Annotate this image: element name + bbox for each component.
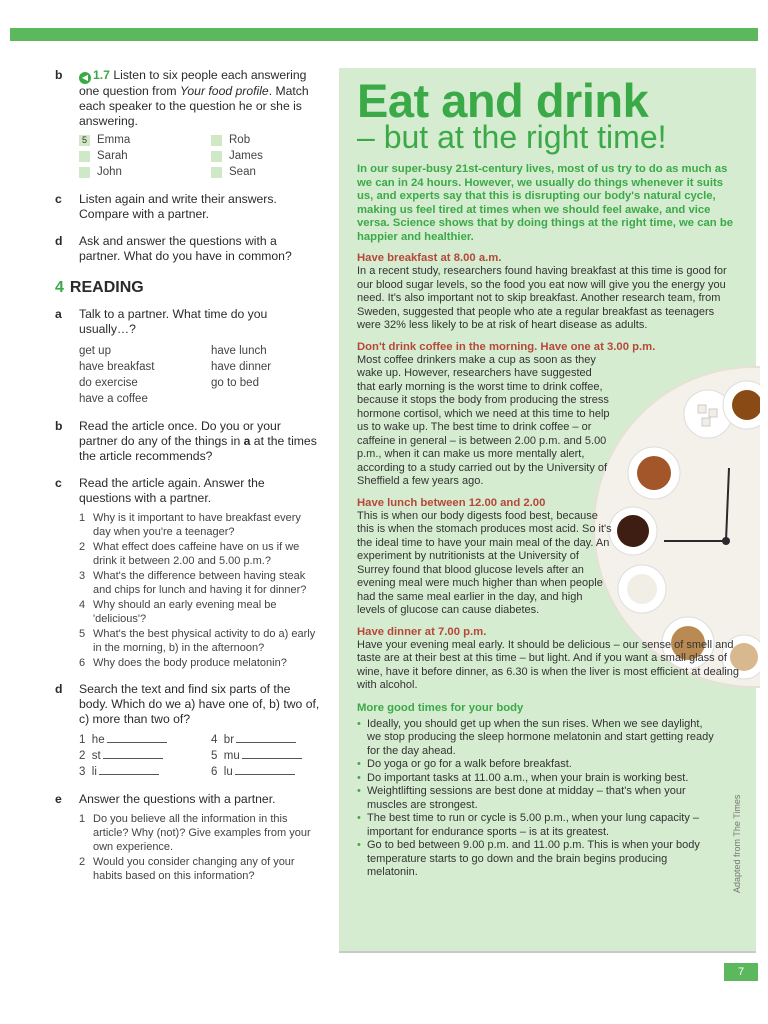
exercise-d (55, 234, 320, 264)
reading-b (55, 419, 320, 464)
article-intro: In our super-busy 21st-century lives, most of us try to do as much as we can in 24 hours. However, we usually do things whenever it suits us, and experts say that this is disrupting our body's natural cycle, making us feel tired at times when we should feel awake, and vice versa. Science shows that by doing things at the right time, we can be happier and healthier. (357, 163, 734, 243)
question-number: 2 (79, 541, 86, 553)
question-number: 4 (79, 599, 86, 611)
activity-item: have a coffee (79, 393, 148, 405)
blank-stem: br (223, 734, 235, 746)
question-text: What's the difference between having steak and chips for lunch and having it for dinner? (93, 570, 307, 596)
blank-line[interactable] (107, 732, 167, 743)
question-list (79, 812, 320, 883)
question-item (79, 511, 320, 539)
word-blanks (79, 732, 320, 780)
question-item (79, 598, 320, 626)
blank-number: 2 (79, 750, 86, 762)
exercise-text-italic: Your food profile (179, 84, 269, 98)
speaker-checkbox[interactable] (211, 133, 331, 148)
section-heading-breakfast: Have breakfast at 8.00 a.m. (357, 252, 502, 264)
blank-stem: he (91, 734, 105, 746)
exercise-letter: b (55, 68, 63, 82)
section-title: READING (69, 279, 144, 296)
exercise-letter: c (55, 476, 62, 490)
blank-number: 3 (79, 766, 86, 778)
section-text-dinner: Have your evening meal early. It should be delicious – our sense of smell and taste are at their best at this time – but light. And if you want a small glass of wine, have it before dinner, as 6.30 is when the liver is most efficient at dealing with alcohol. (357, 638, 739, 691)
article-panel (339, 68, 756, 952)
question-text: Do you believe all the information in this article? Why (not)? Give examples from your own experience. (93, 813, 311, 853)
blank-item[interactable] (211, 732, 331, 748)
exercise-letter: d (55, 234, 63, 248)
speaker-checkbox[interactable] (211, 149, 331, 164)
article-body (357, 76, 741, 880)
audio-track-number: 1.7 (93, 68, 110, 82)
exercise-text: Read the article once. Do you or your partner do any of the things in (79, 419, 281, 448)
answer-box[interactable] (211, 135, 222, 146)
blank-item[interactable] (211, 764, 331, 780)
answer-box[interactable] (211, 167, 222, 178)
exercise-text: Talk to a partner. What time do you usually…? (79, 307, 268, 336)
section-number: 4 (55, 279, 64, 296)
speaker-checkbox[interactable] (211, 165, 331, 180)
audio-icon[interactable]: ◀ (79, 72, 91, 84)
panel-shadow-line (339, 951, 756, 953)
tip-item: • Do yoga or go for a walk before breakfast. (357, 758, 717, 772)
reading-d (55, 682, 320, 780)
activity-item (211, 391, 331, 407)
question-number: 1 (79, 512, 86, 524)
blank-line[interactable] (236, 732, 296, 743)
speaker-name: Sarah (97, 150, 128, 162)
speaker-name: Rob (229, 134, 251, 146)
blank-item[interactable] (79, 764, 211, 780)
blank-number: 5 (211, 750, 218, 762)
question-item (79, 569, 320, 597)
exercise-text: . Match each speaker to the question he or she is answering. (79, 84, 309, 128)
exercise-letter: d (55, 682, 63, 696)
speaker-grid (79, 133, 320, 180)
blank-stem: lu (223, 766, 233, 778)
speaker-name: James (229, 150, 263, 162)
tip-item: • Go to bed between 9.00 p.m. and 11.00 p.m. This is when your body temperature starts to go down and the brain begins producing melatonin. (357, 839, 717, 880)
exercise-letter: e (55, 792, 62, 806)
section-text-coffee: Most coffee drinkers make a cup as soon as they wake up. However, researchers have suggested that early morning is the worst time to drink coffee, because it stops the body from producing the stress hormone cortisol, which we need at this time to help us to wake up. The best time to drink coffee – or caffeine in general – is between 2.00 p.m. and 5.00 p.m., when it can make us more mentally alert, according to a study carried out by the University of Sheffield a few years ago. (357, 353, 610, 487)
tips-list (357, 718, 717, 880)
question-text: Would you consider changing any of your habits based on this information? (93, 856, 295, 882)
blank-line[interactable] (99, 764, 159, 775)
question-text: Why should an early evening meal be 'delicious'? (93, 599, 277, 625)
question-number: 5 (79, 628, 86, 640)
question-number: 3 (79, 570, 86, 582)
speaker-name: Sean (229, 166, 256, 178)
activity-item: have breakfast (79, 361, 155, 373)
activity-item: have lunch (211, 345, 267, 357)
blank-stem: li (91, 766, 97, 778)
exercise-letter: c (55, 192, 62, 206)
question-number: 6 (79, 657, 86, 669)
article-title: Eat and drink (357, 74, 649, 127)
answer-box[interactable] (79, 167, 90, 178)
speaker-checkbox[interactable] (79, 133, 211, 148)
speaker-checkbox[interactable] (79, 149, 211, 164)
blank-number: 4 (211, 734, 218, 746)
exercise-text: Listen again and write their answers. Compare with a partner. (79, 192, 277, 221)
tip-item: • Weightlifting sessions are best done at midday – that's when your muscles are strongest. (357, 785, 717, 812)
activity-item: have dinner (211, 361, 272, 373)
question-text: Why is it important to have breakfast every day when you're a teenager? (93, 512, 301, 538)
tip-item: • Ideally, you should get up when the sun rises. When we see daylight, we stop producing the sleep hormone melatonin and start getting ready for the day ahead. (357, 718, 717, 759)
activity-list (79, 343, 320, 407)
top-color-bar (10, 28, 758, 41)
blank-stem: st (91, 750, 101, 762)
blank-item[interactable] (79, 732, 211, 748)
blank-line[interactable] (242, 748, 302, 759)
blank-line[interactable] (235, 764, 295, 775)
section-heading-lunch: Have lunch between 12.00 and 2.00 (357, 496, 546, 509)
blank-line[interactable] (103, 748, 163, 759)
exercise-text: Ask and answer the questions with a partner. What do you have in common? (79, 234, 292, 263)
exercise-text: Read the article again. Answer the questions with a partner. (79, 476, 265, 505)
blank-number: 6 (211, 766, 218, 778)
section-heading-dinner: Have dinner at 7.00 p.m. (357, 625, 487, 638)
exercise-text: Search the text and find six parts of the body. Which do we a) have one of, b) two of, c) more than two of? (79, 682, 320, 726)
question-text: What effect does caffeine have on us if we drink it between 2.00 and 5.00 p.m.? (93, 541, 300, 567)
question-list (79, 511, 320, 670)
question-item (79, 656, 320, 670)
exercise-text: Answer the questions with a partner. (79, 792, 276, 806)
section-text-breakfast: In a recent study, researchers found having breakfast at this time is good for our blood sugar levels, so the food you eat now will give you the energy you need. It's also important not to skip breakfast. Another research team, from Sweden, suggested that people who ate a regular breakfast as teenagers were 32% less likely to be at risk of heart disease as adults. (357, 265, 727, 331)
blank-item[interactable] (211, 748, 331, 764)
reading-c (55, 476, 320, 670)
answer-box[interactable]: 5 (79, 135, 90, 146)
activity-item: go to bed (211, 377, 259, 389)
blank-item[interactable] (79, 748, 211, 764)
tip-item: • The best time to run or cycle is 5.00 p.m., when your lung capacity – important for endurance sports – is at its greatest. (357, 812, 717, 839)
question-number: 1 (79, 813, 86, 825)
question-item (79, 627, 320, 655)
reading-e (55, 792, 320, 883)
activity-item: do exercise (79, 377, 138, 389)
question-item (79, 540, 320, 568)
speaker-checkbox[interactable] (79, 165, 211, 180)
question-item (79, 812, 320, 854)
answer-box[interactable] (211, 151, 222, 162)
question-text: Why does the body produce melatonin? (93, 657, 287, 669)
source-credit: Adapted from The Times (732, 794, 742, 893)
page-number: 7 (724, 963, 758, 981)
blank-stem: mu (223, 750, 240, 762)
exercise-text: at the times the article recommends? (79, 434, 317, 463)
exercises-column (55, 68, 320, 895)
speaker-name: Emma (97, 134, 131, 146)
question-item (79, 855, 320, 883)
more-heading: More good times for your body (357, 701, 524, 714)
exercise-letter: a (55, 307, 62, 321)
exercise-b (55, 68, 320, 180)
answer-box[interactable] (79, 151, 90, 162)
section-heading-coffee: Don't drink coffee in the morning. Have one at 3.00 p.m. (357, 340, 656, 353)
article-subtitle: – but at the right time! (357, 119, 667, 155)
speaker-name: John (97, 166, 122, 178)
exercise-c (55, 192, 320, 222)
question-number: 2 (79, 856, 86, 868)
exercise-text: Listen to six people each answering one question from (79, 68, 307, 98)
activity-item: get up (79, 345, 111, 357)
tip-item: • Do important tasks at 11.00 a.m., when your brain is working best. (357, 772, 717, 786)
reading-a (55, 307, 320, 407)
exercise-text-bold: a (243, 434, 251, 448)
exercise-letter: b (55, 419, 63, 433)
section-text-lunch: This is when our body digests food best, because this is when the stomach produces most acid. So it's the ideal time to have your main meal of the day. An experiment by nutritionists at the University of Surrey found that blood glucose levels after an evening meal were much higher than when people had the same meal earlier in the day, and high levels of glucose can cause diabetes. (357, 509, 612, 616)
question-text: What's the best physical activity to do a) early in the morning, b) in the afternoon? (93, 628, 316, 654)
blank-number: 1 (79, 734, 86, 746)
section-heading (55, 280, 320, 295)
